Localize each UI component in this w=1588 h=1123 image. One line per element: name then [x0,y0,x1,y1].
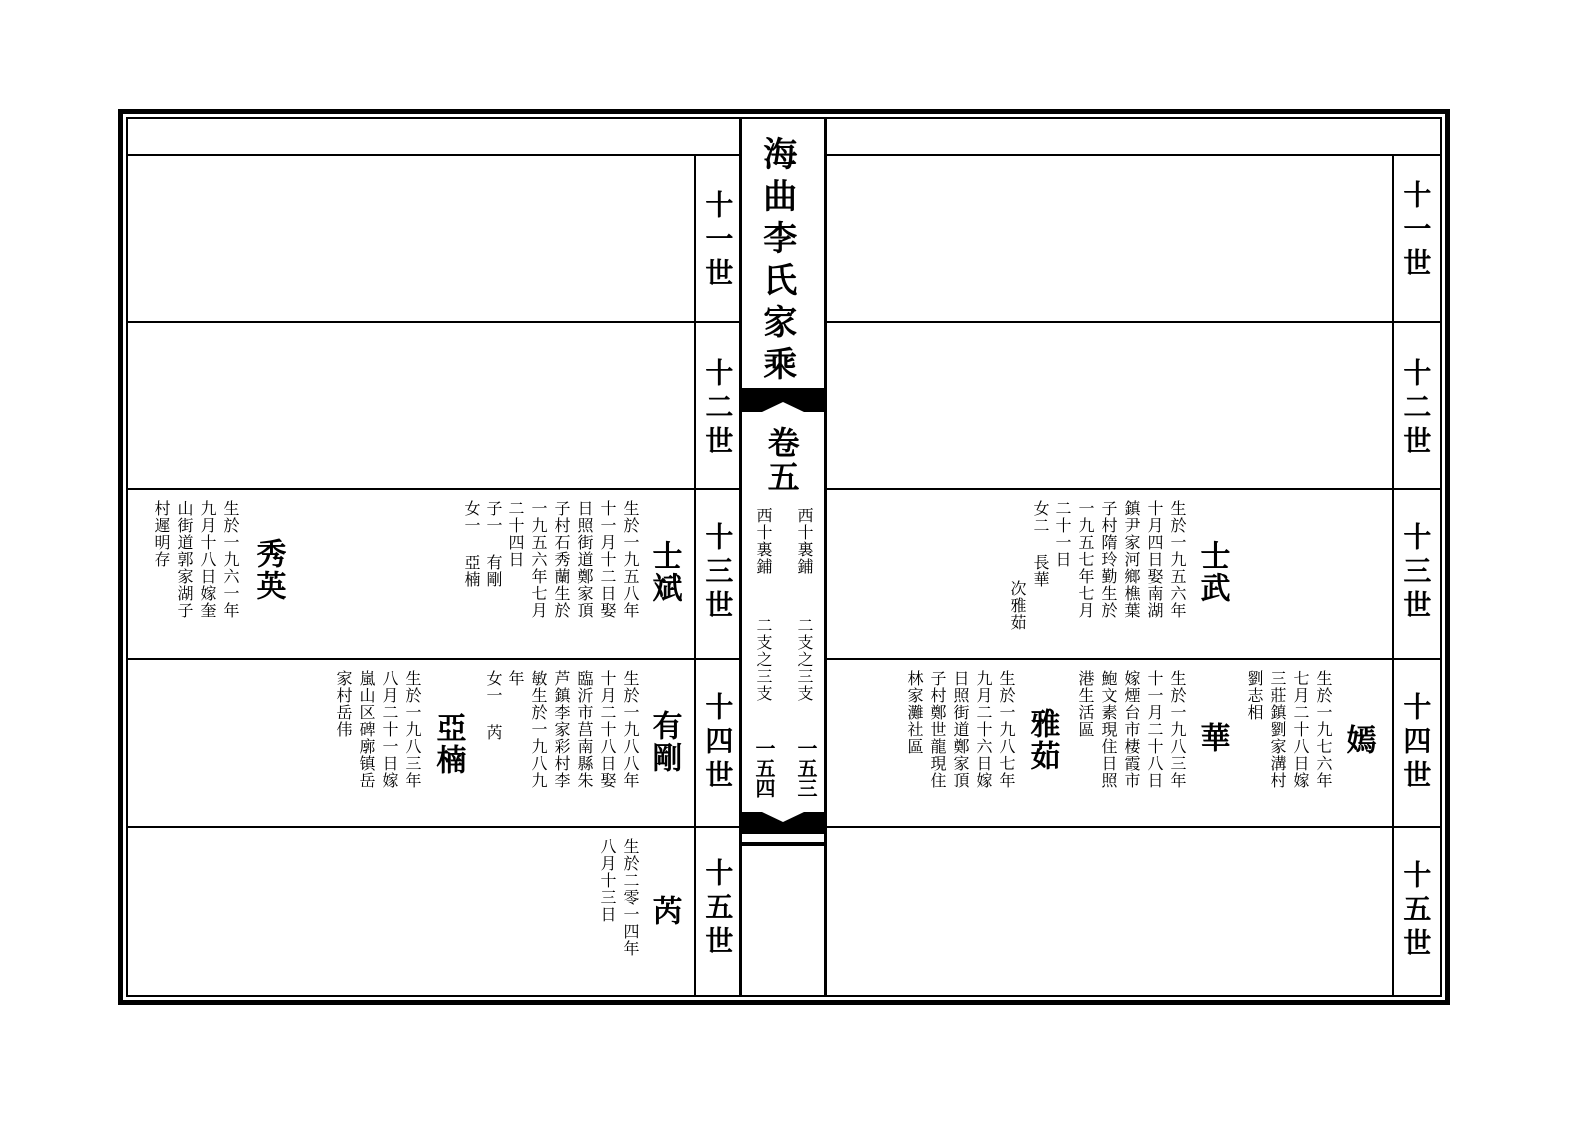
spine-right-branch: 二支之三支 [795,617,814,702]
spine-left-place: 西十裏鋪 [754,507,773,575]
gen-label-11: 十一世 [1399,180,1433,282]
entry-text: 生於一九七六年 [1314,670,1333,789]
gen-label-12: 十二世 [701,358,735,460]
entry-text: 七月二十八日嫁 [1291,670,1310,789]
row-rule [827,488,1440,490]
entry-text: 生於一九五六年 [1168,500,1187,619]
entry-text: 十一月十二日娶 [598,500,617,619]
entry-text: 九月十八日嫁奎 [198,500,217,619]
row-rule [128,658,739,660]
person-name-yougang: 有剛 [646,710,682,774]
row-rule [827,658,1440,660]
entry-text: 嫁煙台市棲霞市 [1122,670,1141,789]
book-title: 海曲李氏家乘 [756,136,797,388]
entry-text: 生於二零一四年 [621,838,640,957]
spine-left-branch: 二支之三支 [754,617,773,702]
entry-text: 十月四日娶南湖 [1145,500,1164,619]
person-name-yaru: 雅茹 [1024,708,1060,772]
entry-children: 女二 長華 [1031,500,1050,588]
entry-text: 八月十三日 [598,838,617,923]
entry-text: 劉志相 [1245,670,1264,721]
row-rule [128,321,739,323]
entry-text: 臨沂市莒南縣朱 [575,670,594,789]
entry-text: 日照街道鄭家頂 [575,500,594,619]
entry-text: 生於一九六一年 [221,500,240,619]
row-rule [827,321,1440,323]
page-number-right: 一五三 [794,738,818,798]
entry-text: 三莊鎮劉家溝村 [1268,670,1287,789]
gen-label-13: 十三世 [701,522,735,624]
entry-text: 一九五六年七月 [529,500,548,619]
entry-text: 港生活區 [1076,670,1095,738]
left-gen-column-rule [694,155,696,997]
entry-text: 生於一九五八年 [621,500,640,619]
gen-label-15: 十五世 [1399,860,1433,962]
entry-text: 敏生於一九八九 [529,670,548,789]
entry-text: 子村石秀蘭生於 [552,500,571,619]
person-name-shiwu: 士武 [1194,540,1230,604]
entry-text: 二十四日 [506,500,525,568]
row-rule [827,154,1440,156]
entry-children: 次雅茹 [1008,580,1027,631]
person-name-hua: 華 [1194,722,1230,754]
entry-text: 子村隋玲勤生於 [1099,500,1118,619]
page-number-left: 一五四 [752,738,776,798]
entry-text: 芦鎮李家彩村李 [552,670,571,789]
gen-label-12: 十二世 [1399,358,1433,460]
spine-right-place: 西十裏鋪 [795,507,814,575]
spine-right-rule [824,117,827,997]
entry-text: 生於一九八八年 [621,670,640,789]
person-name-rui: 芮 [646,895,682,927]
row-rule [128,826,739,828]
person-name-shibin: 士斌 [646,540,682,604]
entry-text: 十一月二十八日 [1145,670,1164,789]
gen-label-15: 十五世 [701,858,735,960]
volume-label: 卷五 [762,426,801,494]
gen-label-14: 十四世 [1399,692,1433,794]
entry-text: 一九五七年七月 [1076,500,1095,619]
entry-text: 八月二十一日嫁 [380,670,399,789]
entry-text: 年 [506,670,525,687]
entry-text: 鮑文素現住日照 [1099,670,1118,789]
entry-text: 九月二十六日嫁 [974,670,993,789]
person-name-yan: 嫣 [1340,724,1376,756]
gen-label-11: 十一世 [701,190,735,292]
row-rule [827,826,1440,828]
entry-text: 子村鄭世龍現住 [928,670,947,789]
entry-text: 鎮尹家河鄉樵葉 [1122,500,1141,619]
entry-text: 嵐山区碑廓镇岳 [357,670,376,789]
entry-text: 林家灘社區 [905,670,924,755]
entry-text: 生於一九八七年 [997,670,1016,789]
entry-text: 村遲明存 [152,500,171,568]
entry-text: 山街道郭家湖子 [175,500,194,619]
entry-text: 生於一九八三年 [1168,670,1187,789]
entry-text: 十月二十八日娶 [598,670,617,789]
entry-children: 女一 亞楠 [462,500,481,588]
entry-text: 生於一九八三年 [403,670,422,789]
row-rule [128,154,739,156]
entry-text: 二十一日 [1053,500,1072,568]
entry-text: 日照街道鄭家頂 [951,670,970,789]
person-name-xiuying: 秀英 [250,538,286,602]
entry-text: 家村岳伟 [334,670,353,738]
right-gen-column-rule [1392,155,1394,997]
gen-label-14: 十四世 [701,692,735,794]
person-name-yanan: 亞楠 [430,712,466,776]
gen-label-13: 十三世 [1399,522,1433,624]
row-rule [128,488,739,490]
entry-children: 子一 有剛 [484,500,503,588]
entry-children: 女一 芮 [484,670,503,741]
